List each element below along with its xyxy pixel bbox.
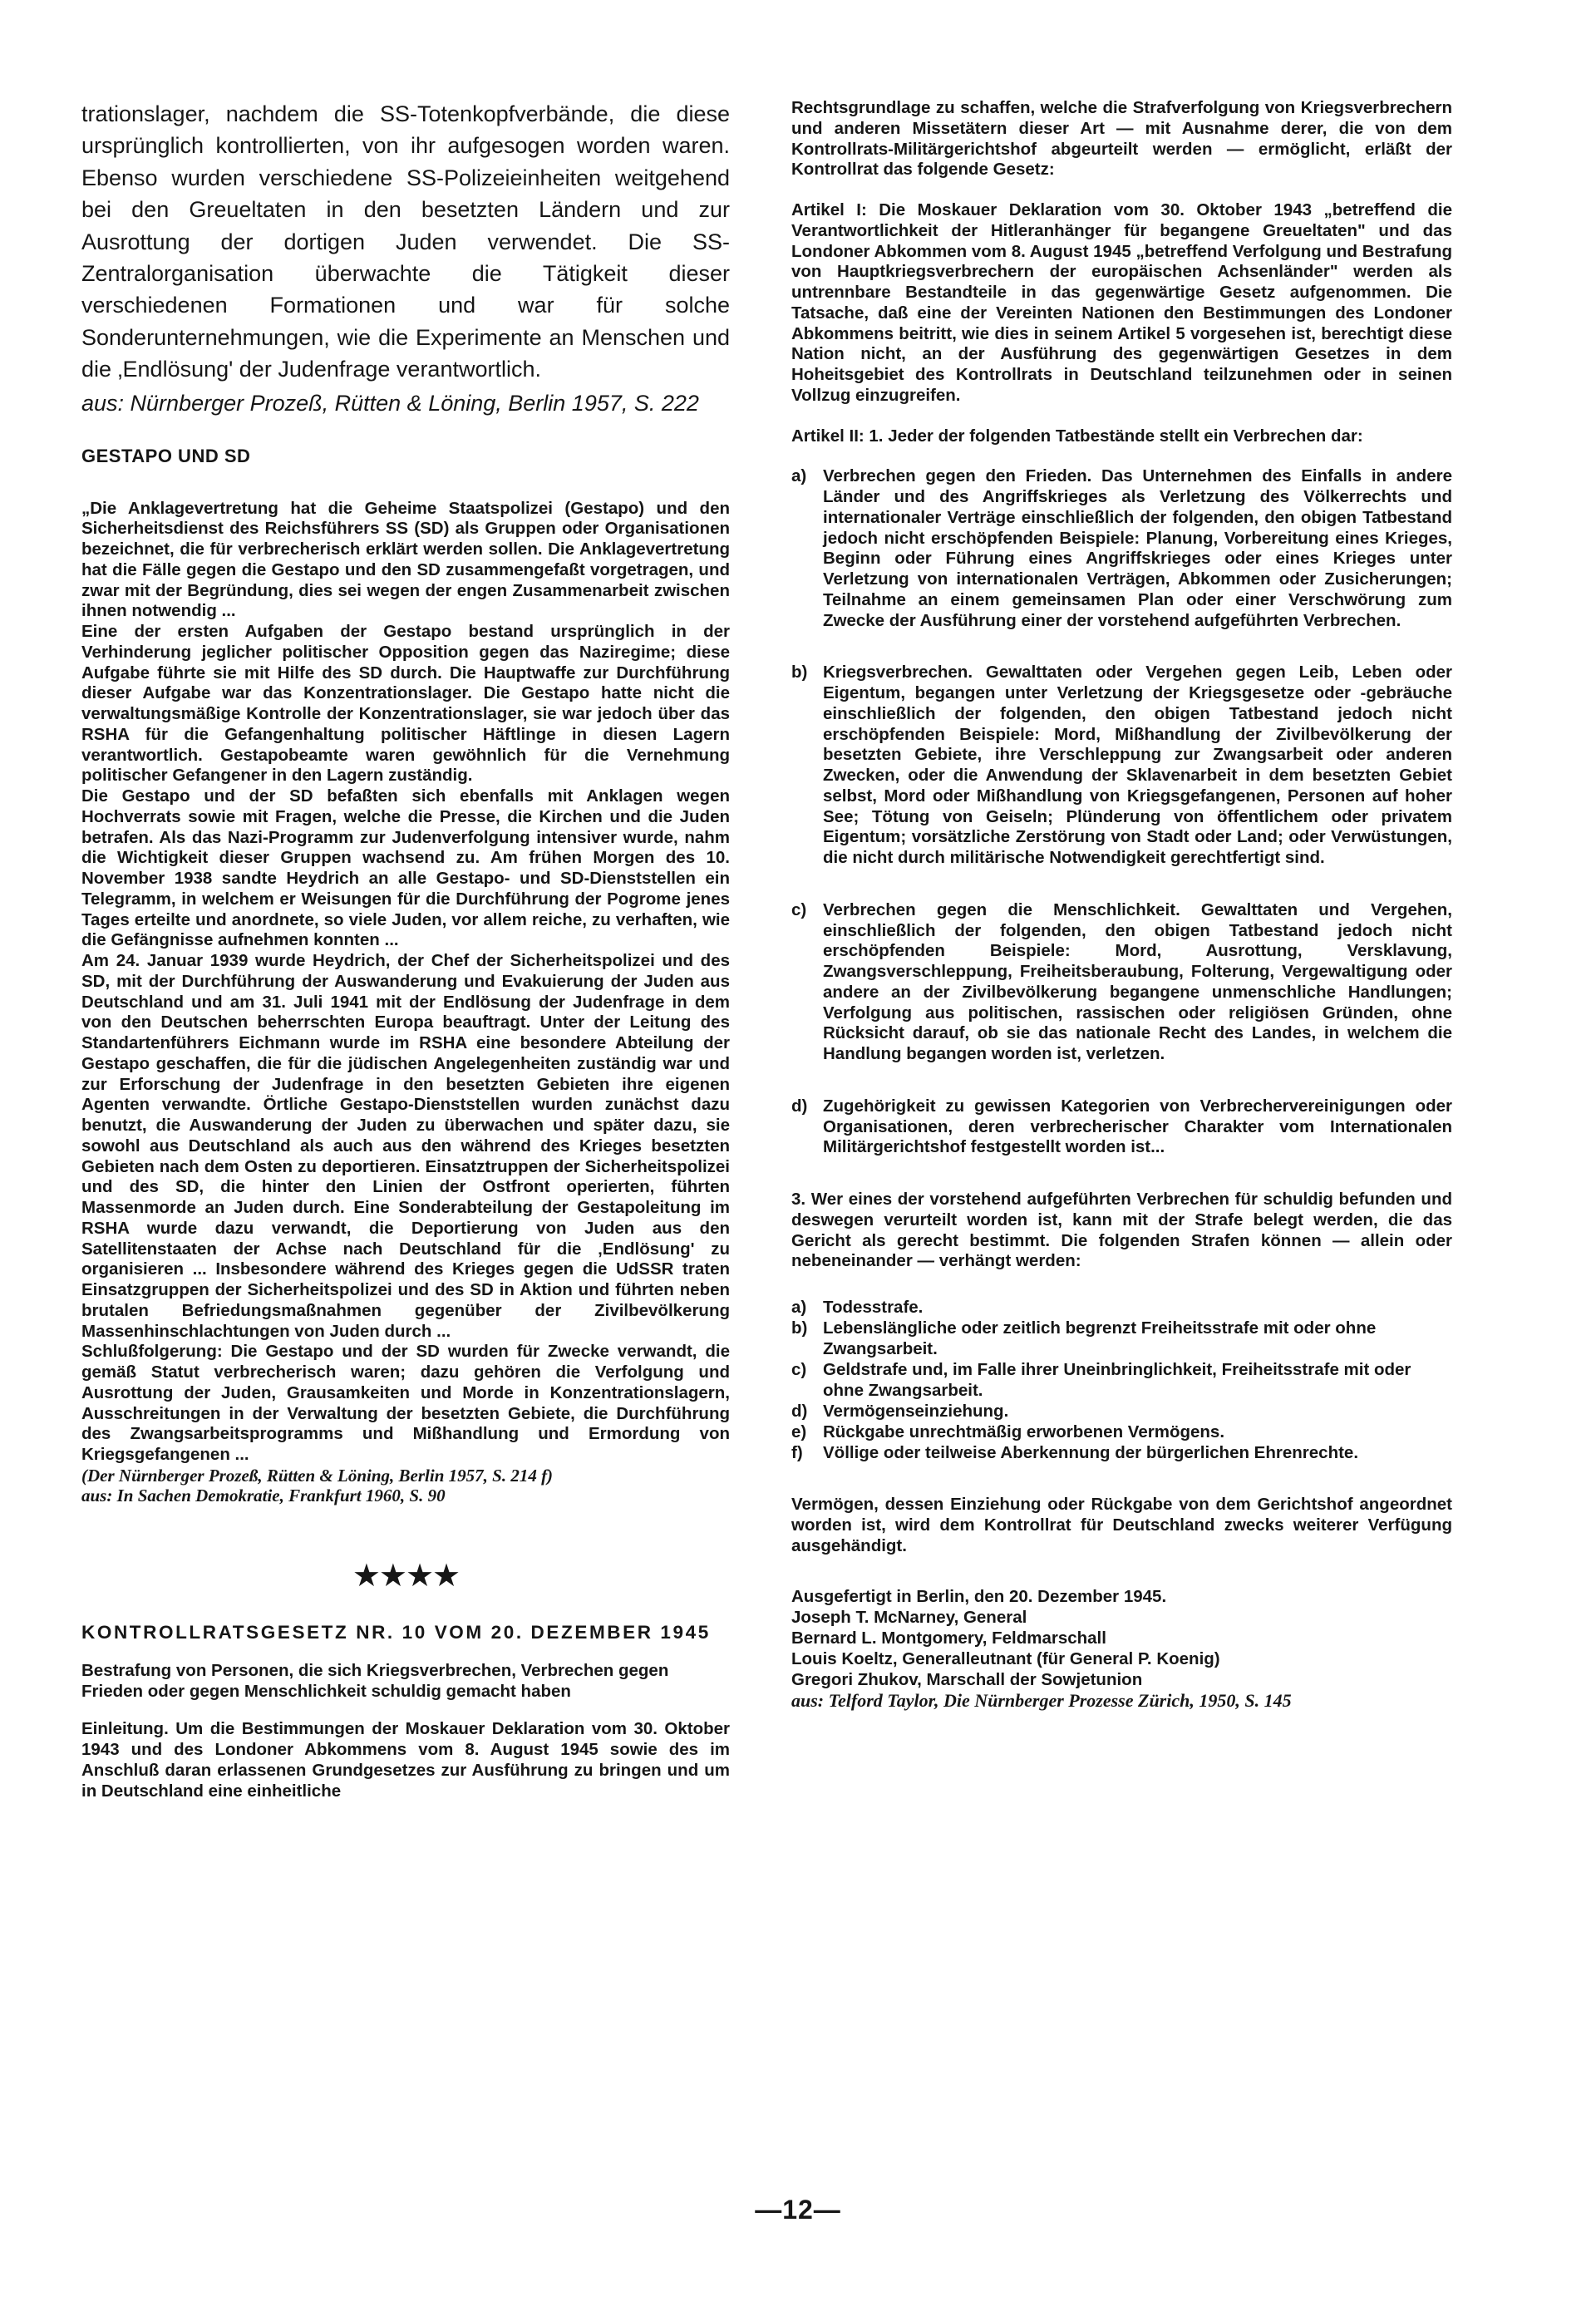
crime-item-d — [791, 1096, 1452, 1158]
law-subtitle: Bestrafung von Personen, die sich Kriegsverbrechen, Verbrechen gegen Frieden oder gegen Menschlichkeit schuldig gemacht haben — [81, 1660, 669, 1701]
punishment-label: c) — [791, 1360, 807, 1379]
punishment-label: e) — [791, 1422, 807, 1441]
article-1: Artikel I: Die Moskauer Deklaration vom 30. Oktober 1943 „betreffend die Verantwortlichkeit der Hitleranhänger für begangene Greueltaten" und das Londoner Abkommen vom 8. August 1945 „betreffend Verfolgung und Bestrafung von Hauptkriegsverbrechern der europäischen Achsenländer" werden als untrennbare Bestandteile in das gegenwärtige Gesetz aufgenommen. Die Tatsache, daß eine der Vereinten Nationen den Bestimmungen des Londoner Abkommens beitritt, wie dies in seinem Artikel 5 vorgesehen ist, berechtigt diese Nation nicht, an der Ausführung des gegenwärtigen Gesetzes in dem Hoheitsgebiet des Kontrollrats in Deutschland teilzunehmen oder in seinen Vollzug einzugreifen. — [791, 200, 1452, 405]
punishment-text: Todesstrafe. — [823, 1298, 924, 1317]
punishment-text: Geldstrafe und, im Falle ihrer Uneinbringlichkeit, Freiheitsstrafe mit oder ohne Zwangsarbeit. — [823, 1360, 1411, 1400]
crime-label: c) — [791, 899, 807, 919]
quote-paragraph: „Die Anklagevertretung hat die Geheime Staatspolizei (Gestapo) und den Sicherheitsdienst des Reichsführers SS (SD) als Gruppen oder Organisationen bezeichnet, die für verbrecherisch erklärt werden sollen. Die Anklagevertretung hat die Fälle gegen die Gestapo und den SD zusammengefaßt vorgetragen, und zwar mit der Begründung, dies sei wegen der engen Zusammenarbeit zwischen ihnen notwendig ... — [81, 498, 730, 621]
intro-source: aus: Nürnberger Prozeß, Rütten & Löning, Berlin 1957, S. 222 — [81, 390, 699, 416]
left-column — [81, 98, 730, 1801]
signatory: Louis Koeltz, Generalleutnant (für General P. Koenig) — [791, 1649, 1220, 1669]
section-heading-gestapo: GESTAPO UND SD — [81, 445, 251, 466]
punishment-item — [791, 1422, 1452, 1442]
intro-paragraph: trationslager, nachdem die SS-Totenkopfverbände, die diese ursprünglich kontrollierten, von ihr aufgesogen worden waren. Ebenso wurden verschiedene SS-Polizeieinheiten weitgehend bei den Greueltaten in den besetzten Ländern und zur Ausrottung der dortigen Juden verwendet. Die SS-Zentralorganisation überwachte die Tätigkeit dieser verschiedenen Formationen und war für solche Sonderunternehmungen, wie die Experimente an Menschen und die ‚Endlösung' der Judenfrage verantwortlich. — [81, 101, 730, 382]
article-2-intro: Artikel II: 1. Jeder der folgenden Tatbestände stellt ein Verbrechen dar: — [791, 426, 1363, 446]
punishment-text: Völlige oder teilweise Aberkennung der bürgerlichen Ehrenrechte. — [823, 1443, 1359, 1462]
punishment-text: Rückgabe unrechtmäßig erworbenen Vermögens. — [823, 1422, 1225, 1441]
quote-paragraph: Schlußfolgerung: Die Gestapo und der SD wurden für Zwecke verwandt, die gemäß Statut verbrecherisch waren; dazu gehören die Verfolgung und Ausrottung der Juden, Grausamkeiten und Morde in Konzentrationslagern, Ausschreitungen in der Verwaltung der besetzten Gebiete, die Durchführung des Zwangsarbeitsprogramms und Mißhandlung und Ermordung von Kriegsgefangenen ... — [81, 1342, 730, 1465]
quote-paragraph: Eine der ersten Aufgaben der Gestapo bestand ursprünglich in der Verhinderung jeglicher politischer Opposition gegen das Naziregime; diese Aufgabe führte sie mit Hilfe des SD durch. Die Hauptwaffe zur Durchführung dieser Aufgabe war das Konzentrationslager. Die Gestapo hatte nicht die verwaltungsmäßige Kontrolle der Konzentrationslager, sie war jedoch über das RSHA für die Gefangenhaltung politischer Häftlinge in diesen Lagern verantwortlich. Gestapobeamte waren gewöhnlich für die Vernehmung politischer Gefangener in den Lagern zuständig. — [81, 622, 730, 786]
signatory: Gregori Zhukov, Marschall der Sowjetunion — [791, 1670, 1143, 1690]
punishment-label: f) — [791, 1443, 803, 1462]
crime-item-a — [791, 466, 1452, 631]
section-divider-stars: ★★★★ — [352, 1558, 460, 1594]
crime-label: b) — [791, 663, 808, 682]
quote-citation: (Der Nürnberger Prozeß, Rütten & Löning, Berlin 1957, S. 214 f) — [81, 1465, 554, 1486]
crime-text: Verbrechen gegen den Frieden. Das Unternehmen des Einfalls in andere Länder und des Angriffskrieges als Verletzung des Völkerrechts und internationaler Verträge einschließlich der folgenden, den obigen Tatbestand jedoch nicht erschöpfenden Beispiele: Planung, Vorbereitung eines Krieges, Beginn oder Führung eines Angriffskrieges oder eines Krieges unter Verletzung von internationalen Verträgen, Abkommen oder Zusicherungen; Teilnahme an einem gemeinsamen Plan oder einer Verschwörung zum Zwecke der Ausführung einer der vorstehend aufgeführten Verbrechen. — [823, 466, 1452, 630]
signatory: Bernard L. Montgomery, Feldmarschall — [791, 1629, 1106, 1648]
punishment-label: a) — [791, 1298, 807, 1317]
page-number: —12— — [755, 2195, 841, 2225]
quote-paragraph: Am 24. Januar 1939 wurde Heydrich, der Chef der Sicherheitspolizei und des SD, mit der Durchführung der Auswanderung und Evakuierung der Juden aus Deutschland und am 31. Juli 1941 mit der Endlösung der Judenfrage in dem von den Deutschen beherrschten Europa beauftragt. Unter der Leitung des Standartenführers Eichmann wurde im RSHA eine besondere Abteilung der Gestapo geschaffen, die für die jüdischen Angelegenheiten zuständig war und zur Erforschung der Judenfrage in den besetzten Gebieten ihre eigenen Agenten verwandte. Örtliche Gestapo-Dienststellen wurden zunächst dazu benutzt, die Auswanderung der Juden zu überwachen und später dazu, sie sowohl aus Deutschland als auch aus den während des Krieges besetzten Gebieten nach dem Osten zu deportieren. Einsatztruppen der Sicherheitspolizei und des SD, die hinter den Linien der Ostfront operierten, führten Massenmorde an Juden durch. Eine Sonderabteilung der Gestapoleitung im RSHA wurde dazu verwandt, die Deportierung von Juden aus den Satellitenstaaten der Achse nach Deutschland für die ‚Endlösung' zu organisieren ... Insbesondere während des Krieges gegen die UdSSR traten Einsatzgruppen der Sicherheitspolizei und des SD in Aktion und führten neben brutalen Befriedungsmaßnahmen gegenüber der Zivilbevölkerung Massenhinschlachtungen von Juden durch ... — [81, 951, 730, 1341]
punishment-item — [791, 1359, 1452, 1401]
law-title: KONTROLLRATSGESETZ NR. 10 VOM 20. DEZEMBER 1945 — [81, 1621, 711, 1643]
crime-text: Verbrechen gegen die Menschlichkeit. Gewalttaten und Vergehen, einschließlich der folgenden, den obigen Tatbestand jedoch nicht erschöpfenden Beispiele: Mord, Ausrottung, Versklavung, Zwangsverschleppung, Freiheitsberaubung, Folterung, Vergewaltigung oder andere an der Zivilbevölkerung begangene unmenschliche Handlungen; Verfolgung aus politischen, rassischen oder religiösen Gründen, ohne Rücksicht darauf, ob sie das nationale Recht des Landes, in welchem die Handlung begangen worden ist, verletzen. — [823, 899, 1452, 1063]
punishment-item — [791, 1442, 1452, 1463]
punishment-list — [791, 1297, 1452, 1463]
punishment-text: Lebenslängliche oder zeitlich begrenzt Freiheitsstrafe mit oder ohne Zwangsarbeit. — [823, 1318, 1377, 1358]
law-introduction: Einleitung. Um die Bestimmungen der Moskauer Deklaration vom 30. Oktober 1943 und des Londoner Abkommens vom 8. August 1945 sowie des im Anschluß daran erlassenen Grundgesetzes zur Ausführung zu bringen und um in Deutschland eine einheitliche — [81, 1718, 730, 1801]
law-intro-continued: Rechtsgrundlage zu schaffen, welche die Strafverfolgung von Kriegsverbrechern und anderen Missetätern dieser Art — mit Ausnahme derer, die von dem Kontrollrats-Militärgerichtshof abgeurteilt werden — ermöglicht, erläßt der Kontrollrat das folgende Gesetz: — [791, 98, 1452, 180]
punishment-item — [791, 1401, 1452, 1422]
signature-block — [791, 1586, 1452, 1711]
section-3: 3. Wer eines der vorstehend aufgeführten Verbrechen für schuldig befunden und deswegen verurteilt worden ist, kann mit der Strafe belegt werden, die das Gericht als gerecht bestimmt. Die folgenden Strafen können — allein oder nebeneinander — verhängt werden: — [791, 1190, 1452, 1271]
gestapo-quote — [81, 499, 730, 1505]
punishment-item — [791, 1297, 1452, 1318]
punishment-label: b) — [791, 1318, 808, 1338]
punishment-label: d) — [791, 1402, 808, 1421]
signed-source: aus: Telford Taylor, Die Nürnberger Prozesse Zürich, 1950, S. 145 — [791, 1690, 1292, 1712]
crime-item-c — [791, 900, 1452, 1065]
quote-citation-source: aus: In Sachen Demokratie, Frankfurt 1960, S. 90 — [81, 1485, 446, 1505]
punishment-item — [791, 1318, 1452, 1359]
punishment-text: Vermögenseinziehung. — [823, 1402, 1009, 1421]
right-column — [791, 98, 1452, 1711]
crime-text: Kriegsverbrechen. Gewalttaten oder Vergehen gegen Leib, Leben oder Eigentum, begangen unter Verletzung der Kriegsgesetze oder -gebräuche einschließlich der folgenden, den obigen Tatbestand jedoch nicht erschöpfenden Beispiele: Mord, Mißhandlung der Zivilbevölkerung der besetzten Gebiete, ihre Verschleppung zur Zwangsarbeit oder anderen Zwecken, oder die Anwendung der Sklavenarbeit in dem besetzten Gebiet selbst, Mord oder Mißhandlung von Kriegsgefangenen, Personen auf hoher See; Tötung von Geiseln; Plünderung von öffentlichem oder privatem Eigentum; vorsätzliche Zerstörung von Stadt oder Land; oder Verwüstungen, die nicht durch militärische Notwendigkeit gerechtfertigt sind. — [823, 663, 1452, 867]
crime-label: a) — [791, 466, 807, 486]
crime-text: Zugehörigkeit zu gewissen Kategorien von Verbrechervereinigungen oder Organisationen, deren verbrecherischer Charakter vom Internationalen Militärgerichtshof festgestellt worden ist... — [823, 1096, 1452, 1157]
signatory: Joseph T. McNarney, General — [791, 1608, 1027, 1628]
quote-paragraph: Die Gestapo und der SD befaßten sich ebenfalls mit Anklagen wegen Hochverrats sowie mit Fragen, welche die Presse, die Kirchen und die Juden betrafen. Als das Nazi-Programm zur Judenverfolgung intensiver wurde, nahm die Wichtigkeit dieser Gruppen wachsend zu. Am frühen Morgen des 10. November 1938 sandte Heydrich an alle Gestapo- und SD-Dienststellen ein Telegramm, in welchem er Weisungen für die Durchführung der Pogrome jenes Tages erteilte und anordnete, so viele Juden, vor allem reiche, zu verhaften, wie die Gefängnisse aufnehmen konnten ... — [81, 786, 730, 950]
crime-label: d) — [791, 1096, 808, 1116]
crime-item-b — [791, 663, 1452, 869]
property-note: Vermögen, dessen Einziehung oder Rückgabe von dem Gerichtshof angeordnet worden ist, wird dem Kontrollrat für Deutschland zwecks weiterer Verfügung ausgehändigt. — [791, 1495, 1452, 1555]
signed-place-date: Ausgefertigt in Berlin, den 20. Dezember 1945. — [791, 1587, 1167, 1607]
